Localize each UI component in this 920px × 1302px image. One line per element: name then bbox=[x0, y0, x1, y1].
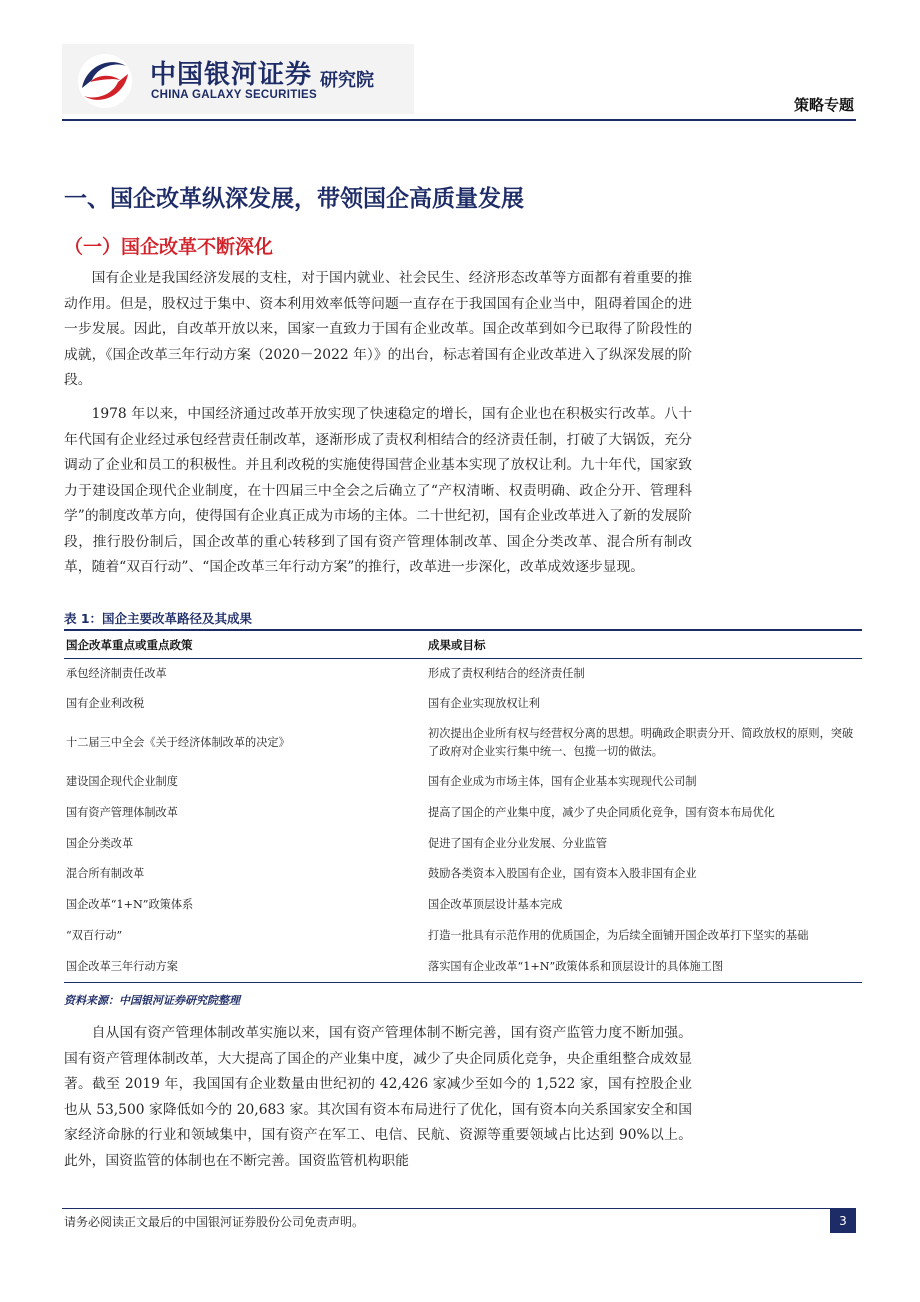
table-cell: 建设国企现代企业制度 bbox=[66, 775, 178, 788]
table-cell: 形成了责权利结合的经济责任制 bbox=[428, 667, 585, 680]
table-header bbox=[64, 631, 862, 658]
galaxy-logo-icon bbox=[76, 52, 134, 110]
table-bottom-rule bbox=[64, 982, 862, 983]
table-cell: 促进了国有企业分业发展、分业监管 bbox=[428, 836, 608, 850]
section-heading: 一、国企改革纵深发展，带领国企高质量发展 bbox=[64, 186, 524, 212]
table-cell: 国企改革三年行动方案 bbox=[66, 959, 178, 973]
table-row bbox=[64, 859, 862, 889]
logo bbox=[62, 44, 414, 114]
table-cell: 国企改革“1+N”政策体系 bbox=[66, 897, 194, 911]
table-row bbox=[64, 797, 862, 828]
table-cell: 国有企业利改税 bbox=[66, 697, 145, 710]
logo-text-cn: 中国银河证券 bbox=[150, 60, 313, 90]
table-row bbox=[64, 659, 862, 689]
table-cell: 混合所有制改革 bbox=[66, 867, 145, 880]
subsection-heading: （一）国企改革不断深化 bbox=[64, 236, 274, 258]
footer-divider bbox=[62, 1208, 856, 1209]
table-row bbox=[64, 889, 862, 920]
footer-disclaimer: 请务必阅读正文最后的中国银河证券股份公司免责声明。 bbox=[64, 1215, 365, 1229]
table-cell: 国有企业实现放权让利 bbox=[428, 697, 540, 710]
table-cell: “双百行动” bbox=[66, 928, 123, 942]
table-cell: 十二届三中全会《关于经济体制改革的决定》 bbox=[66, 736, 290, 749]
table-cell: 打造一批具有示范作用的优质国企，为后续全面铺开国企改革打下坚实的基础 bbox=[428, 928, 809, 942]
paragraph: 1978 年以来，中国经济通过改革开放实现了快速稳定的增长，国有企业也在积极实行改革。八十年代国有企业经过承包经营责任制改革，逐渐形成了责权利相结合的经济责任制，打破了大锅饭，充分调动了企业和员工的积极性。并且利改税的实施使得国营企业基本实现了放权让利。九十年代，国家致力于建设国企现代企业制度，在十四届三中全会之后确立了“产权清晰、权责明确、政企分开、管理科学”的制度改革方向，使得国有企业真正成为市场的主体。二十世纪初，国有企业改革进入了新的发展阶段，推行股份制后，国企改革的重心转移到了国有资产管理体制改革、国企分类改革、混合所有制改革，随着“双百行动”、“国企改革三年行动方案”的推行，改革进一步深化，改革成效逐步显现。 bbox=[64, 406, 692, 575]
table-cell: 国有企业成为市场主体，国有企业基本实现现代公司制 bbox=[428, 775, 697, 788]
table-row bbox=[64, 767, 862, 797]
table-cell: 承包经济制责任改革 bbox=[66, 667, 167, 680]
table-cell: 初次提出企业所有权与经营权分离的思想。明确政企职责分开、简政放权的原则，突破了政府对企业实行集中统一、包揽一切的做法。 bbox=[428, 727, 854, 758]
page-header bbox=[62, 44, 856, 118]
table-cell: 国企分类改革 bbox=[66, 836, 134, 850]
table-cell: 鼓励各类资本入股国有企业，国有资本入股非国有企业 bbox=[428, 867, 697, 880]
reform-table bbox=[64, 629, 862, 983]
table-row bbox=[64, 828, 862, 859]
table-row bbox=[64, 689, 862, 719]
page-number: 3 bbox=[830, 1209, 856, 1233]
table-header-cell: 国企改革重点或重点政策 bbox=[66, 637, 193, 652]
table-cell: 落实国有企业改革“1+N”政策体系和顶层设计的具体施工图 bbox=[428, 959, 724, 973]
table-row bbox=[64, 951, 862, 982]
logo-dept: 研究院 bbox=[320, 70, 374, 91]
table-row bbox=[64, 920, 862, 951]
logo-text-en: CHINA GALAXY SECURITIES bbox=[151, 89, 318, 101]
header-divider bbox=[62, 119, 856, 121]
table-row bbox=[64, 719, 862, 767]
table-cell: 国有资产管理体制改革 bbox=[66, 805, 178, 819]
table-source: 资料来源：中国银河证券研究院整理 bbox=[64, 994, 240, 1007]
table-cell: 提高了国企的产业集中度，减少了央企同质化竞争，国有资本布局优化 bbox=[428, 805, 775, 819]
paragraph: 自从国有资产管理体制改革实施以来，国有资产管理体制不断完善，国有资产监管力度不断加强。国有资产管理体制改革，大大提高了国企的产业集中度，减少了央企同质化竞争，央企重组整合成效显著。截至 2019 年，我国国有企业数量由世纪初的 42,426 家减少至如今的 1,522 家，国有控股企业也从 53,500 家降低如今的 20,683 家。其次国有资本布局进行了优化，国有资本向关系国家安全和国家经济命脉的行业和领域集中，国有资产在军工、电信、民航、资源等重要领域占比达到 90%以上。此外，国资监管的体制也在不断完善。国资监管机构职能 bbox=[64, 1025, 692, 1169]
document-type: 策略专题 bbox=[793, 96, 854, 114]
paragraph: 国有企业是我国经济发展的支柱，对于国内就业、社会民生、经济形态改革等方面都有着重要的推动作用。但是，股权过于集中、资本利用效率低等问题一直存在于我国国有企业当中，阻碍着国企的进一步发展。因此，自改革开放以来，国家一直致力于国有企业改革。国企改革到如今已取得了阶段性的成就，《国企改革三年行动方案（2020－2022 年）》的出台，标志着国有企业改革进入了纵深发展的阶段。 bbox=[64, 270, 692, 388]
table-header-cell: 成果或目标 bbox=[428, 637, 486, 652]
table-cell: 国企改革顶层设计基本完成 bbox=[428, 897, 563, 911]
table-title: 表 1：国企主要改革路径及其成果 bbox=[64, 611, 253, 626]
